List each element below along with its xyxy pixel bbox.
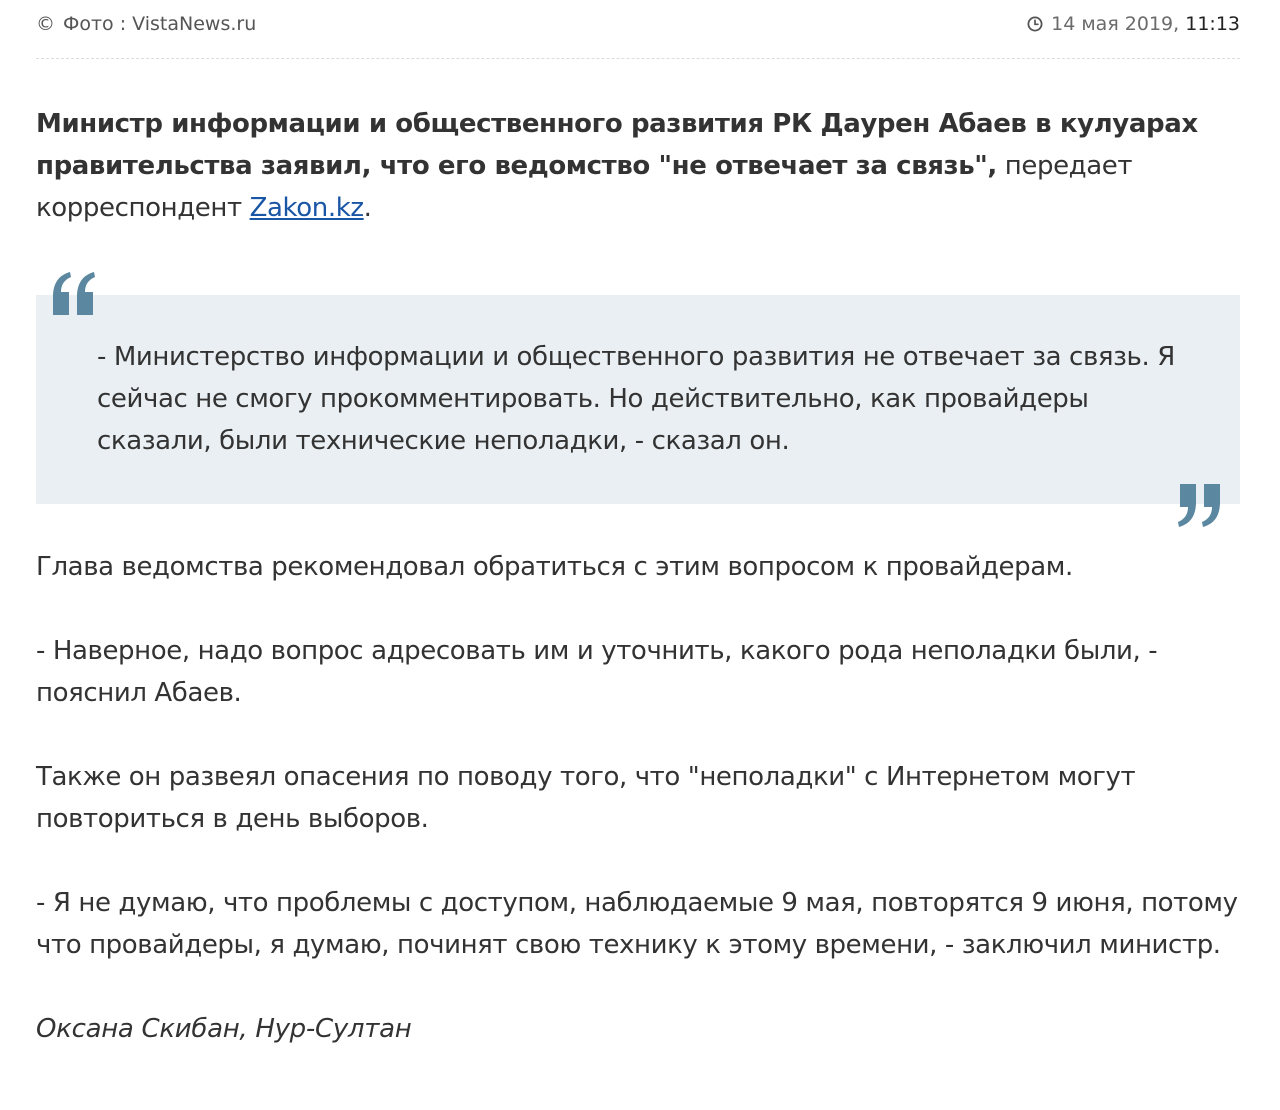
clock-icon bbox=[1027, 16, 1043, 32]
photo-credit-text: Фото : VistaNews.ru bbox=[63, 13, 257, 35]
quote-text: - Министерство информации и общественного развития не отвечает за связь. Я сейчас не смогу прокомментировать. Но действительно, как провайдеры сказали, были технические неполадки, - сказал он. bbox=[97, 342, 1175, 456]
article-paragraph: - Наверное, надо вопрос адресовать им и уточнить, какого рода неполадки были, - пояснил Абаев. bbox=[36, 636, 1158, 708]
article-paragraph: Также он развеял опасения по поводу того, что "неполадки" с Интернетом могут повториться в день выборов. bbox=[36, 762, 1136, 834]
publication-date bbox=[1027, 13, 1240, 35]
article-paragraph: - Я не думаю, что проблемы с доступом, наблюдаемые 9 мая, повторятся 9 июня, потому что провайдеры, я думаю, починят свою технику к этому времени, - заключил министр. bbox=[36, 888, 1238, 960]
time-text: 11:13 bbox=[1185, 13, 1240, 35]
article-meta-bar bbox=[36, 0, 1240, 59]
copyright-icon: © bbox=[36, 13, 55, 35]
lead-rest-text: передает корреспондент bbox=[36, 151, 1133, 223]
author-byline: Оксана Скибан, Нур-Султан bbox=[36, 1014, 412, 1044]
blockquote bbox=[36, 295, 1240, 504]
date-text: 14 мая 2019, bbox=[1051, 13, 1180, 35]
quote-close-icon bbox=[1176, 482, 1224, 528]
lead-bold-text: Министр информации и общественного развития РК Даурен Абаев в кулуарах правительства заявил, что его ведомство "не отвечает за связь", bbox=[36, 109, 1198, 181]
lead-end-text: . bbox=[363, 193, 372, 223]
article bbox=[36, 0, 1240, 1050]
source-link[interactable]: Zakon.kz bbox=[249, 193, 364, 223]
article-paragraph: Глава ведомства рекомендовал обратиться с этим вопросом к провайдерам. bbox=[36, 552, 1073, 582]
quote-open-icon bbox=[49, 271, 97, 317]
photo-credit bbox=[36, 13, 256, 35]
article-lead bbox=[36, 103, 1240, 229]
